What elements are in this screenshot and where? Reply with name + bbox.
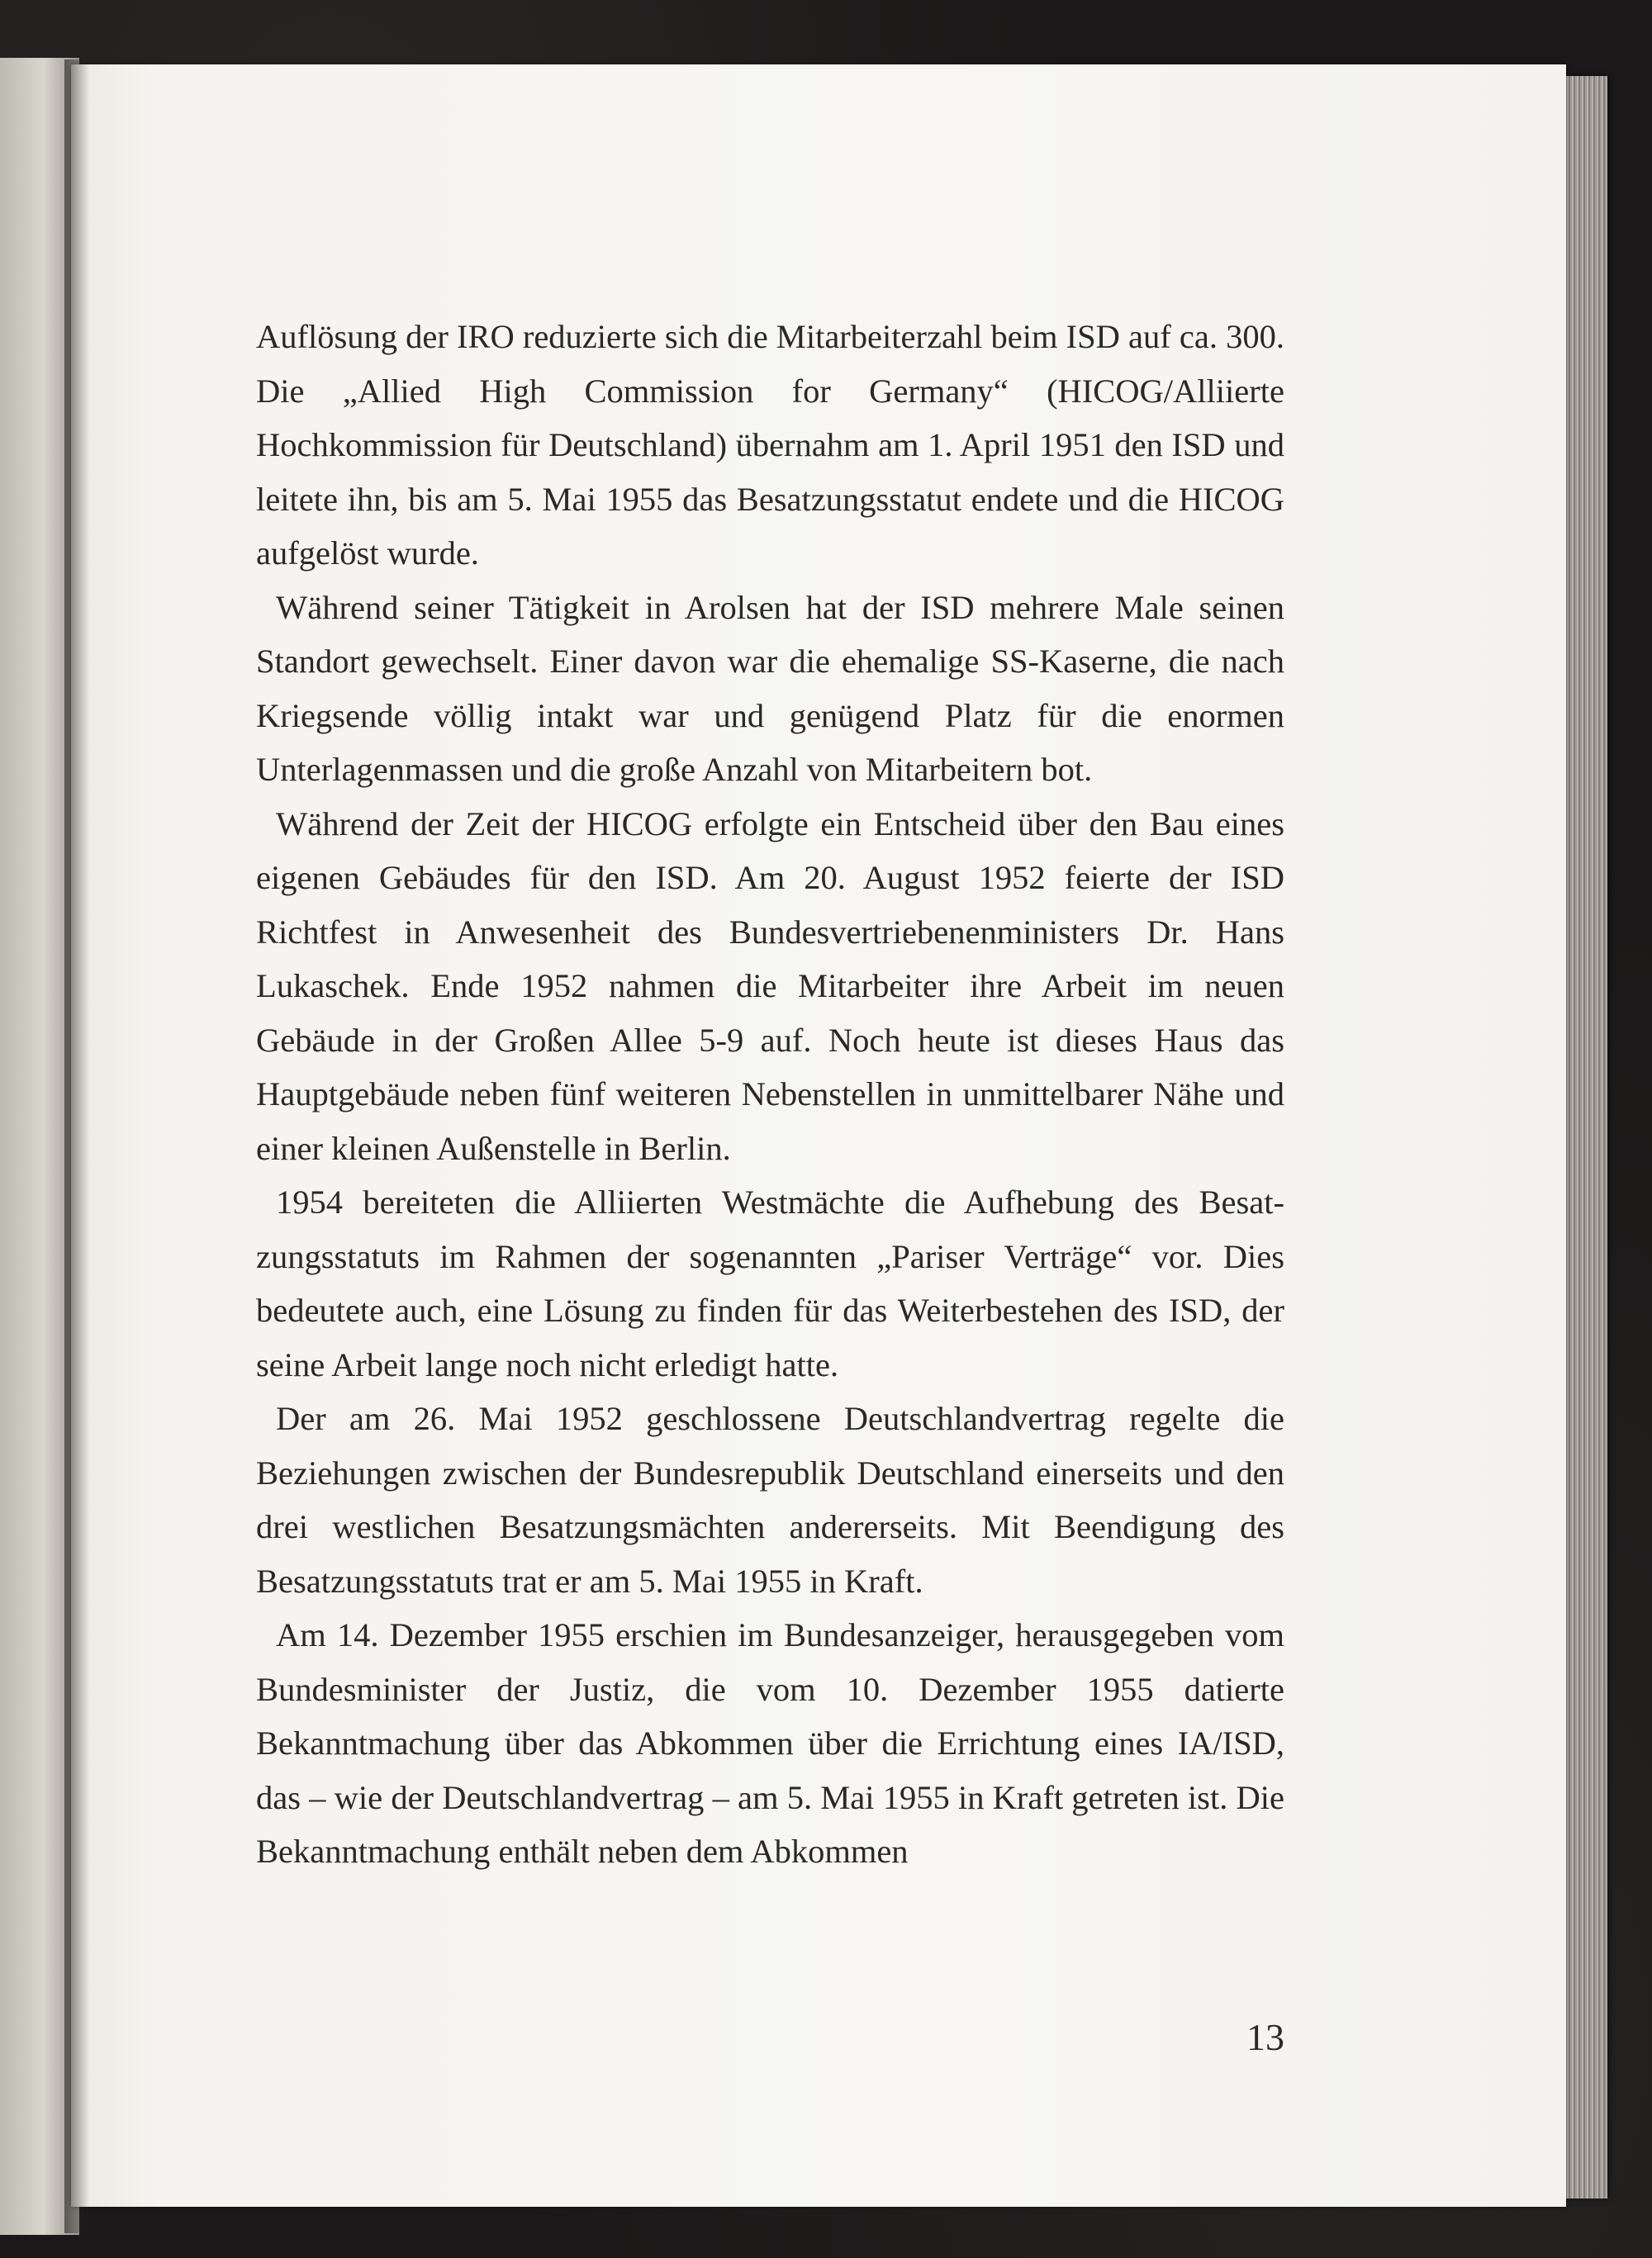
paragraph-1: Auflösung der IRO reduzierte sich die Mitarbeiterzahl beim ISD auf ca. 300. xyxy=(256,318,1284,355)
paragraph-3: Während seiner Tätigkeit in Arolsen hat der ISD mehrere Male seinen Standort gewechselt. Einer davon war die ehemalige SS-Kaserne, die nach Kriegsende völlig intakt war und genügend Platz für die enormen Unterlagenmassen und die große Anzahl von Mitarbeitern bot. xyxy=(256,588,1284,788)
body-text xyxy=(256,310,1284,1879)
paragraph-4: Während der Zeit der HICOG erfolgte ein Entscheid über den Bau eines eigenen Gebäudes für den ISD. Am 20. August 1952 feierte der ISD Richtfest in Anwesenheit des Bundesvertriebenenministers Dr. Hans Lukaschek. Ende 1952 nahmen die Mitarbeiter ihre Arbeit im neuen Gebäude in der Großen Allee 5-9 auf. Noch heute ist dieses Haus das Hauptgebäude neben fünf weiteren Nebenstellen in unmittelbarer Nähe und einer kleinen Außenstelle in Berlin. xyxy=(256,804,1284,1167)
page-stack-edge xyxy=(1566,76,1607,2199)
paragraph-7: Am 14. Dezember 1955 erschien im Bundesanzeiger, herausgegeben vom Bundesminister der Justiz, die vom 10. Dezember 1955 datierte Bekanntmachung über das Abkommen über die Errichtung eines IA/ISD, das – wie der Deutschlandvertrag – am 5. Mai 1955 in Kraft getreten ist. Die Bekanntmachung enthält neben dem Abkommen xyxy=(256,1616,1284,1870)
gutter-shadow xyxy=(64,59,89,2233)
paragraph-6: Der am 26. Mai 1952 geschlossene Deutschlandvertrag regelte die Beziehungen zwischen der Bundesrepublik Deutschland einerseits und den drei westlichen Besatzungsmächten andererseits. Mit Beendigung des Besatzungsstatuts trat er am 5. Mai 1955 in Kraft. xyxy=(256,1400,1284,1600)
paragraph-2: Die „Allied High Commission for Germany“ (HICOG/Alliierte Hochkommission für Deutschland) übernahm am 1. April 1951 den ISD und leitete ihn, bis am 5. Mai 1955 das Besatzungsstatut endete und die HICOG aufgelöst wurde. xyxy=(256,372,1284,572)
paragraph-5: 1954 bereiteten die Alliierten Westmächte die Aufhebung des Besatzungsstatuts im Rahmen der sogenannten „Pariser Verträge“ vor. Dies bedeutete auch, eine Lösung zu finden für das Weiterbestehen des ISD, der seine Arbeit lange noch nicht erledigt hatte. xyxy=(256,1184,1284,1383)
page-number: 13 xyxy=(1246,2016,1284,2058)
